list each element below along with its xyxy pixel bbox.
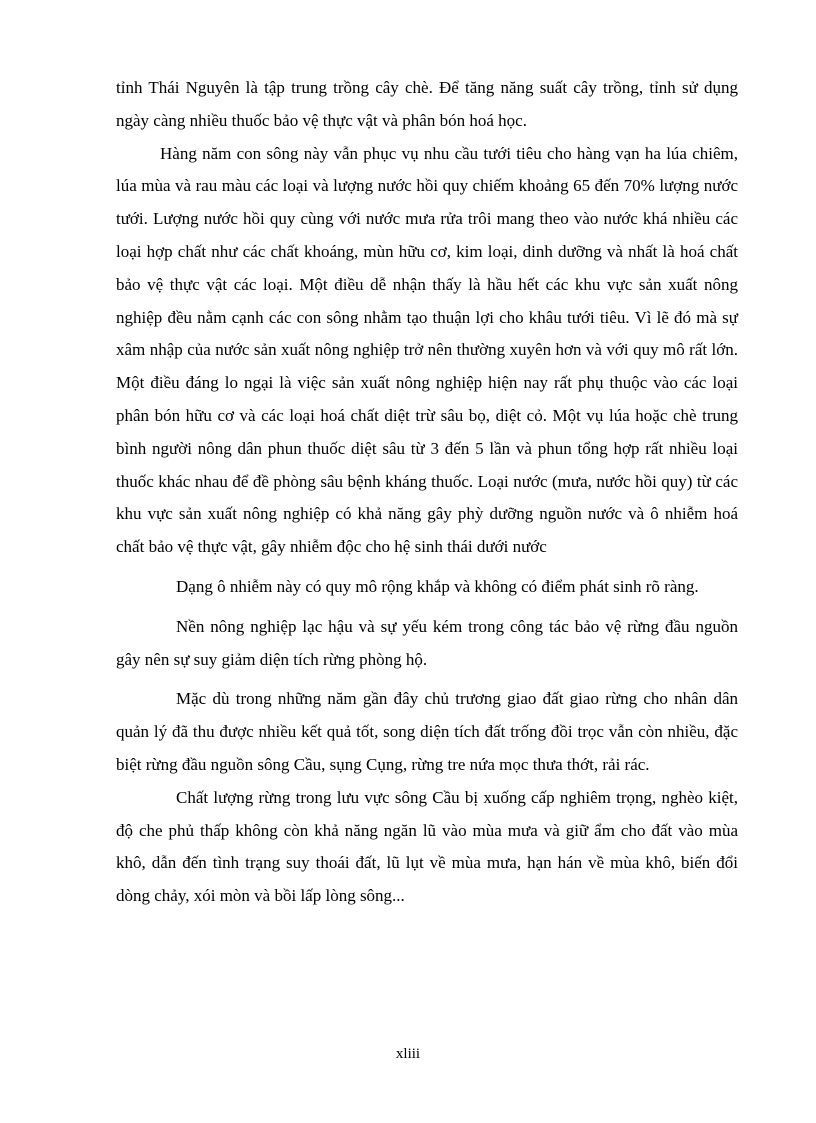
paragraph-agriculture-forest: Nền nông nghiệp lạc hậu và sự yếu kém trong công tác bảo vệ rừng đầu nguồn gây nên sự suy giảm diện tích rừng phòng hộ. (116, 616, 738, 669)
paragraph-land-allocation: Mặc dù trong những năm gần đây chủ trương giao đất giao rừng cho nhân dân quản lý đã thu được nhiều kết quả tốt, song diện tích đất trống đồi trọc vẫn còn nhiều, đặc biệt rừng đầu nguồn sông Cầu, sụng Cụng, rừng tre nứa mọc thưa thớt, rải rác. (116, 689, 738, 774)
paragraph-forest-quality: Chất lượng rừng trong lưu vực sông Cầu bị xuống cấp nghiêm trọng, nghèo kiệt, độ che phủ thấp không còn khả năng ngăn lũ vào mùa mưa và giữ ẩm cho đất vào mùa khô, dẫn đến tình trạng suy thoái đất, lũ lụt về mùa mưa, hạn hán về mùa khô, biến đổi dòng chảy, xói mòn và bồi lấp lòng sông... (116, 787, 738, 906)
page-body (116, 72, 738, 913)
paragraph-irrigation: Hàng năm con sông này vẫn phục vụ nhu cầu tưới tiêu cho hàng vạn ha lúa chiêm, lúa mùa và rau màu các loại và lượng nước hồi quy chiếm khoảng 65 đến 70% lượng nước tưới. Lượng nước hồi quy cùng với nước mưa rửa trôi mang theo vào nước khá nhiều các loại hợp chất như các chất khoáng, mùn hữu cơ, kim loại, dinh dưỡng và nhất là hoá chất bảo vệ thực vật các loại. Một điều dễ nhận thấy là hầu hết các khu vực sản xuất nông nghiệp đều nằm cạnh các con sông nhằm tạo thuận lợi cho khâu tưới tiêu. Vì lẽ đó mà sự xâm nhập của nước sản xuất nông nghiệp trở nên thường xuyên hơn và với quy mô rất lớn. Một điều đáng lo ngại là việc sản xuất nông nghiệp hiện nay rất phụ thuộc vào các loại phân bón hữu cơ và các loại hoá chất diệt trừ sâu bọ, diệt cỏ. Một vụ lúa hoặc chè trung bình người nông dân phun thuốc diệt sâu từ 3 đến 5 lần và phun tổng hợp rất nhiều loại thuốc khác nhau để đề phòng sâu bệnh kháng thuốc. Loại nước (mưa, nước hồi quy) từ các khu vực sản xuất nông nghiệp có khả năng gây phỳ dưỡng nguồn nước và ô nhiễm hoá chất bảo vệ thực vật, gây nhiễm độc cho hệ sinh thái dưới nước (116, 143, 738, 557)
paragraph-continued: tỉnh Thái Nguyên là tập trung trồng cây chè. Để tăng năng suất cây trồng, tỉnh sử dụng ngày càng nhiều thuốc bảo vệ thực vật và phân bón hoá học. (116, 78, 738, 130)
page-number: xliii (395, 1046, 421, 1062)
paragraph-pollution-scope: Dạng ô nhiễm này có quy mô rộng khắp và không có điểm phát sinh rõ ràng. (176, 576, 699, 596)
